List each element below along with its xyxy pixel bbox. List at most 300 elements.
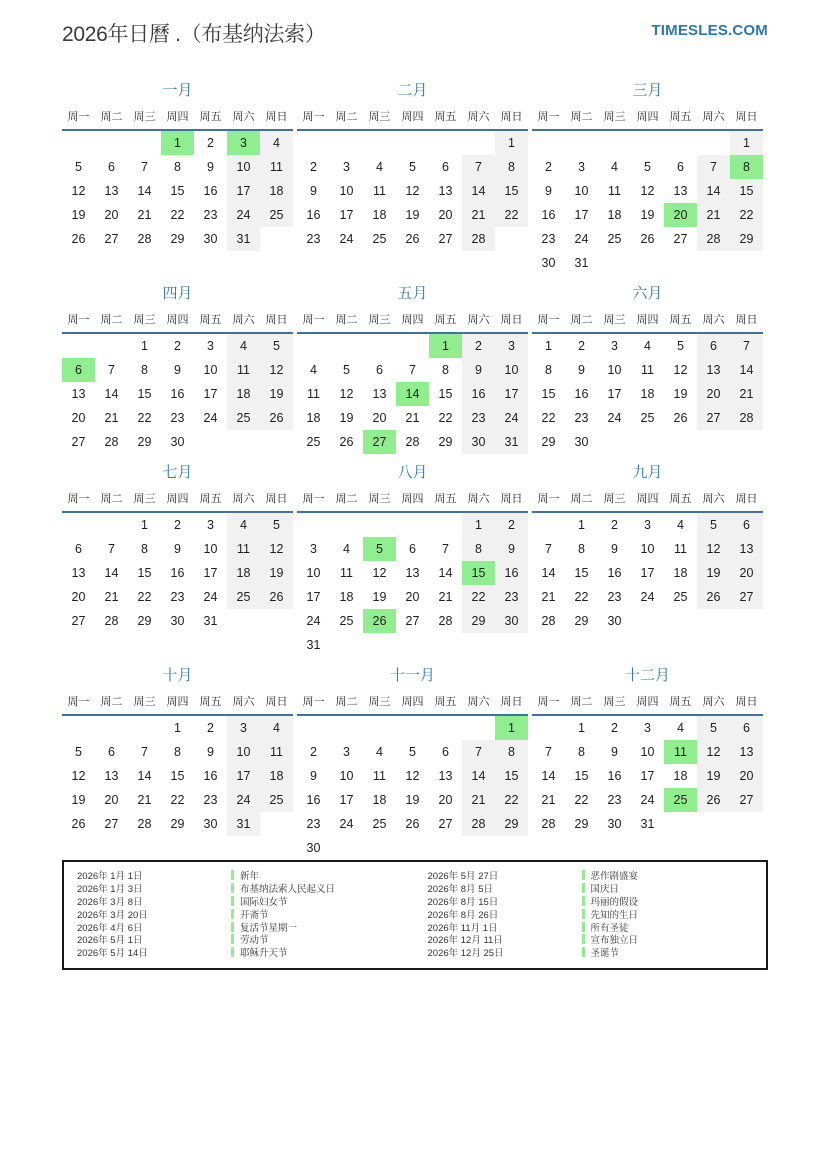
legend-date: 2026年 8月 5日 bbox=[427, 884, 493, 896]
day-cell: 5 bbox=[260, 334, 293, 358]
day-cell: 24 bbox=[203, 590, 218, 604]
weekday-label: 周五 bbox=[199, 314, 222, 326]
day-cell: 21 bbox=[438, 590, 453, 604]
day-cell: 31 bbox=[227, 227, 260, 251]
empty-cell bbox=[598, 131, 631, 155]
day-cell: 18 bbox=[640, 387, 655, 401]
day-cell: 29 bbox=[541, 435, 556, 449]
legend-holiday-name: 宣布独立日 bbox=[590, 935, 639, 947]
weekday-label: 周二 bbox=[100, 696, 123, 708]
weekday-label: 周二 bbox=[100, 493, 123, 505]
holiday-legend bbox=[62, 860, 768, 970]
day-cell: 27 bbox=[697, 406, 730, 430]
month-11 bbox=[297, 663, 528, 860]
weekday-header-row bbox=[532, 108, 763, 131]
day-cell: 11 bbox=[373, 184, 386, 198]
weekday-label: 周五 bbox=[669, 111, 692, 123]
empty-cell bbox=[396, 716, 429, 740]
weekday-label: 周四 bbox=[166, 111, 189, 123]
day-cell: 17 bbox=[203, 566, 218, 580]
legend-entry bbox=[428, 907, 755, 920]
day-cell: 28 bbox=[137, 232, 152, 246]
legend-column-1 bbox=[77, 869, 404, 960]
day-cell: 27 bbox=[405, 614, 420, 628]
page-header bbox=[62, 18, 768, 48]
weekday-label: 周三 bbox=[603, 493, 626, 505]
day-cell: 18 bbox=[673, 769, 688, 783]
day-cell: 18 bbox=[306, 411, 321, 425]
day-cell: 26 bbox=[363, 609, 396, 633]
day-cell: 2 bbox=[611, 721, 618, 735]
day-cell: 10 bbox=[574, 184, 589, 198]
weekday-label: 周一 bbox=[537, 696, 560, 708]
empty-cell bbox=[62, 513, 95, 537]
day-cell: 16 bbox=[607, 769, 622, 783]
weekday-label: 周日 bbox=[500, 493, 523, 505]
day-cell: 7 bbox=[108, 363, 115, 377]
weekday-label: 周一 bbox=[537, 314, 560, 326]
day-cell: 3 bbox=[227, 716, 260, 740]
day-cell: 27 bbox=[438, 232, 453, 246]
day-cell: 31 bbox=[227, 812, 260, 836]
day-cell: 18 bbox=[339, 590, 354, 604]
day-cell: 7 bbox=[108, 542, 115, 556]
month-title: 四月 bbox=[162, 285, 193, 302]
day-cell: 6 bbox=[697, 334, 730, 358]
weekday-header-row bbox=[297, 693, 528, 716]
month-5 bbox=[297, 281, 528, 454]
day-cell: 25 bbox=[607, 232, 622, 246]
weekday-header-row bbox=[62, 108, 293, 131]
empty-cell bbox=[330, 513, 363, 537]
day-cell: 22 bbox=[574, 793, 589, 807]
day-cell: 9 bbox=[495, 537, 528, 561]
day-cell: 29 bbox=[574, 817, 589, 831]
day-cell: 6 bbox=[62, 358, 95, 382]
empty-cell bbox=[532, 716, 565, 740]
month-8 bbox=[297, 460, 528, 657]
day-cell: 12 bbox=[673, 363, 688, 377]
day-cell: 21 bbox=[730, 382, 763, 406]
weekday-label: 周四 bbox=[401, 314, 424, 326]
empty-cell bbox=[297, 513, 330, 537]
day-cell: 20 bbox=[104, 208, 119, 222]
weekday-label: 周日 bbox=[735, 696, 758, 708]
weekday-label: 周五 bbox=[669, 314, 692, 326]
weekday-label: 周六 bbox=[232, 696, 255, 708]
day-cell: 15 bbox=[462, 561, 495, 585]
weekday-label: 周二 bbox=[570, 314, 593, 326]
day-cell: 20 bbox=[71, 411, 86, 425]
day-cell: 1 bbox=[545, 339, 552, 353]
legend-entry bbox=[428, 946, 755, 959]
day-cell: 24 bbox=[306, 614, 321, 628]
day-cell: 13 bbox=[104, 769, 119, 783]
day-cell: 3 bbox=[207, 518, 214, 532]
empty-cell bbox=[429, 716, 462, 740]
holiday-marker-bar bbox=[582, 947, 585, 957]
weekday-label: 周六 bbox=[467, 314, 490, 326]
day-cell: 12 bbox=[405, 769, 420, 783]
day-cell: 12 bbox=[71, 769, 86, 783]
legend-holiday-name: 圣诞节 bbox=[590, 948, 620, 960]
weekday-label: 周六 bbox=[467, 111, 490, 123]
weekday-label: 周六 bbox=[467, 493, 490, 505]
empty-cell bbox=[462, 716, 495, 740]
day-cell: 5 bbox=[677, 339, 684, 353]
day-cell: 28 bbox=[541, 817, 556, 831]
day-cell: 22 bbox=[462, 585, 495, 609]
weekday-label: 周一 bbox=[67, 493, 90, 505]
day-cell: 2 bbox=[174, 518, 181, 532]
day-cell: 5 bbox=[644, 160, 651, 174]
days-grid bbox=[532, 716, 763, 836]
day-cell: 1 bbox=[141, 339, 148, 353]
day-cell: 1 bbox=[495, 131, 528, 155]
day-cell: 8 bbox=[730, 155, 763, 179]
day-cell: 29 bbox=[137, 614, 152, 628]
day-cell: 7 bbox=[141, 160, 148, 174]
weekday-label: 周二 bbox=[570, 493, 593, 505]
holiday-marker-bar bbox=[231, 947, 234, 957]
day-cell: 13 bbox=[673, 184, 688, 198]
month-title: 七月 bbox=[162, 464, 193, 481]
day-cell: 1 bbox=[730, 131, 763, 155]
weekday-label: 周二 bbox=[100, 314, 123, 326]
day-cell: 20 bbox=[438, 208, 453, 222]
day-cell: 23 bbox=[495, 585, 528, 609]
day-cell: 14 bbox=[104, 566, 119, 580]
day-cell: 29 bbox=[730, 227, 763, 251]
day-cell: 20 bbox=[730, 764, 763, 788]
weekday-label: 周六 bbox=[232, 493, 255, 505]
days-grid bbox=[297, 716, 528, 860]
day-cell: 11 bbox=[641, 363, 654, 377]
day-cell: 1 bbox=[174, 721, 181, 735]
day-cell: 6 bbox=[376, 363, 383, 377]
day-cell: 14 bbox=[730, 358, 763, 382]
day-cell: 17 bbox=[339, 793, 354, 807]
month-title: 八月 bbox=[397, 464, 428, 481]
day-cell: 4 bbox=[644, 339, 651, 353]
day-cell: 8 bbox=[578, 542, 585, 556]
page-title: 2026年日曆 .（布基纳法索） bbox=[62, 23, 326, 46]
day-cell: 22 bbox=[541, 411, 556, 425]
day-cell: 12 bbox=[697, 740, 730, 764]
day-cell: 3 bbox=[495, 334, 528, 358]
day-cell: 8 bbox=[174, 745, 181, 759]
day-cell: 16 bbox=[495, 561, 528, 585]
empty-cell bbox=[462, 131, 495, 155]
day-cell: 25 bbox=[640, 411, 655, 425]
day-cell: 6 bbox=[730, 716, 763, 740]
day-cell: 12 bbox=[339, 387, 354, 401]
day-cell: 3 bbox=[644, 518, 651, 532]
months-grid bbox=[62, 78, 768, 860]
day-cell: 1 bbox=[429, 334, 462, 358]
days-grid bbox=[532, 513, 763, 633]
weekday-label: 周四 bbox=[636, 111, 659, 123]
weekday-label: 周一 bbox=[302, 314, 325, 326]
site-logo-link[interactable]: TIMESLES.COM bbox=[651, 22, 768, 39]
weekday-label: 周日 bbox=[265, 493, 288, 505]
day-cell: 7 bbox=[409, 363, 416, 377]
day-cell: 21 bbox=[541, 793, 556, 807]
weekday-label: 周日 bbox=[265, 696, 288, 708]
day-cell: 1 bbox=[462, 513, 495, 537]
day-cell: 23 bbox=[203, 793, 218, 807]
legend-holiday-name: 劳动节 bbox=[240, 935, 269, 947]
day-cell: 12 bbox=[697, 537, 730, 561]
legend-date: 2026年 5月 27日 bbox=[427, 871, 499, 883]
day-cell: 10 bbox=[203, 363, 218, 377]
day-cell: 4 bbox=[227, 513, 260, 537]
day-cell: 4 bbox=[260, 131, 293, 155]
day-cell: 13 bbox=[71, 566, 86, 580]
month-4 bbox=[62, 281, 293, 454]
day-cell: 19 bbox=[697, 764, 730, 788]
weekday-label: 周三 bbox=[133, 493, 156, 505]
empty-cell bbox=[95, 513, 128, 537]
weekday-label: 周四 bbox=[166, 493, 189, 505]
holiday-marker-bar bbox=[582, 883, 585, 893]
day-cell: 22 bbox=[137, 411, 152, 425]
empty-cell bbox=[363, 131, 396, 155]
empty-cell bbox=[330, 131, 363, 155]
day-cell: 15 bbox=[438, 387, 453, 401]
day-cell: 23 bbox=[306, 232, 321, 246]
empty-cell bbox=[128, 716, 161, 740]
empty-cell bbox=[396, 513, 429, 537]
month-10 bbox=[62, 663, 293, 836]
day-cell: 23 bbox=[170, 411, 185, 425]
day-cell: 26 bbox=[697, 788, 730, 812]
legend-date: 2026年 8月 26日 bbox=[427, 909, 499, 921]
day-cell: 25 bbox=[664, 788, 697, 812]
day-cell: 1 bbox=[161, 131, 194, 155]
day-cell: 15 bbox=[730, 179, 763, 203]
day-cell: 18 bbox=[227, 382, 260, 406]
weekday-label: 周五 bbox=[669, 696, 692, 708]
day-cell: 21 bbox=[697, 203, 730, 227]
day-cell: 17 bbox=[495, 382, 528, 406]
day-cell: 5 bbox=[75, 745, 82, 759]
day-cell: 11 bbox=[227, 537, 260, 561]
day-cell: 9 bbox=[207, 745, 214, 759]
empty-cell bbox=[363, 334, 396, 358]
day-cell: 6 bbox=[75, 542, 82, 556]
day-cell: 21 bbox=[137, 208, 152, 222]
day-cell: 16 bbox=[203, 769, 218, 783]
day-cell: 6 bbox=[409, 542, 416, 556]
day-cell: 30 bbox=[306, 841, 321, 855]
day-cell: 23 bbox=[306, 817, 321, 831]
day-cell: 24 bbox=[495, 406, 528, 430]
day-cell: 15 bbox=[137, 566, 152, 580]
days-grid bbox=[297, 334, 528, 454]
day-cell: 30 bbox=[170, 435, 185, 449]
day-cell: 11 bbox=[340, 566, 353, 580]
day-cell: 22 bbox=[574, 590, 589, 604]
day-cell: 28 bbox=[104, 435, 119, 449]
days-grid bbox=[297, 131, 528, 251]
day-cell: 17 bbox=[227, 764, 260, 788]
day-cell: 28 bbox=[541, 614, 556, 628]
empty-cell bbox=[396, 131, 429, 155]
day-cell: 8 bbox=[462, 537, 495, 561]
weekday-label: 周日 bbox=[500, 696, 523, 708]
day-cell: 29 bbox=[438, 435, 453, 449]
day-cell: 8 bbox=[141, 363, 148, 377]
day-cell: 5 bbox=[409, 160, 416, 174]
day-cell: 14 bbox=[697, 179, 730, 203]
legend-entry bbox=[77, 907, 404, 920]
day-cell: 22 bbox=[438, 411, 453, 425]
empty-cell bbox=[62, 334, 95, 358]
empty-cell bbox=[128, 131, 161, 155]
legend-entry bbox=[77, 920, 404, 933]
day-cell: 29 bbox=[170, 232, 185, 246]
day-cell: 22 bbox=[495, 788, 528, 812]
day-cell: 13 bbox=[372, 387, 387, 401]
empty-cell bbox=[664, 131, 697, 155]
weekday-label: 周四 bbox=[636, 696, 659, 708]
legend-entry bbox=[77, 946, 404, 959]
day-cell: 23 bbox=[607, 793, 622, 807]
day-cell: 13 bbox=[438, 769, 453, 783]
day-cell: 25 bbox=[260, 788, 293, 812]
empty-cell bbox=[396, 334, 429, 358]
weekday-label: 周五 bbox=[434, 696, 457, 708]
day-cell: 26 bbox=[260, 585, 293, 609]
day-cell: 12 bbox=[260, 358, 293, 382]
day-cell: 11 bbox=[373, 769, 386, 783]
legend-entry bbox=[77, 933, 404, 946]
holiday-marker-bar bbox=[231, 883, 234, 893]
day-cell: 14 bbox=[541, 566, 556, 580]
day-cell: 9 bbox=[578, 363, 585, 377]
weekday-label: 周三 bbox=[603, 111, 626, 123]
day-cell: 6 bbox=[730, 513, 763, 537]
day-cell: 26 bbox=[71, 817, 86, 831]
holiday-marker-bar bbox=[582, 934, 585, 944]
month-title: 五月 bbox=[397, 285, 428, 302]
weekday-label: 周日 bbox=[735, 314, 758, 326]
day-cell: 8 bbox=[495, 155, 528, 179]
day-cell: 21 bbox=[541, 590, 556, 604]
day-cell: 1 bbox=[578, 721, 585, 735]
day-cell: 11 bbox=[307, 387, 320, 401]
legend-column-2 bbox=[428, 869, 755, 960]
weekday-label: 周一 bbox=[302, 493, 325, 505]
day-cell: 19 bbox=[260, 382, 293, 406]
day-cell: 21 bbox=[405, 411, 420, 425]
day-cell: 5 bbox=[697, 513, 730, 537]
day-cell: 7 bbox=[442, 542, 449, 556]
day-cell: 17 bbox=[640, 769, 655, 783]
day-cell: 7 bbox=[545, 745, 552, 759]
day-cell: 29 bbox=[137, 435, 152, 449]
month-12 bbox=[532, 663, 763, 836]
day-cell: 4 bbox=[343, 542, 350, 556]
day-cell: 24 bbox=[640, 590, 655, 604]
weekday-label: 周日 bbox=[735, 111, 758, 123]
legend-entry bbox=[428, 882, 755, 895]
day-cell: 8 bbox=[578, 745, 585, 759]
days-grid bbox=[62, 131, 293, 251]
day-cell: 20 bbox=[405, 590, 420, 604]
day-cell: 22 bbox=[137, 590, 152, 604]
day-cell: 19 bbox=[71, 793, 86, 807]
day-cell: 7 bbox=[462, 740, 495, 764]
day-cell: 5 bbox=[363, 537, 396, 561]
weekday-label: 周日 bbox=[265, 314, 288, 326]
day-cell: 7 bbox=[462, 155, 495, 179]
legend-date: 2026年 1月 1日 bbox=[77, 871, 143, 883]
day-cell: 24 bbox=[203, 411, 218, 425]
weekday-label: 周三 bbox=[133, 696, 156, 708]
weekday-label: 周日 bbox=[500, 111, 523, 123]
day-cell: 31 bbox=[640, 817, 655, 831]
days-grid bbox=[62, 513, 293, 633]
day-cell: 23 bbox=[607, 590, 622, 604]
legend-holiday-name: 国庆日 bbox=[590, 884, 620, 896]
day-cell: 30 bbox=[541, 256, 556, 270]
day-cell: 16 bbox=[607, 566, 622, 580]
weekday-label: 周四 bbox=[401, 111, 424, 123]
weekday-header-row bbox=[62, 311, 293, 334]
weekday-label: 周四 bbox=[166, 314, 189, 326]
day-cell: 25 bbox=[227, 406, 260, 430]
day-cell: 30 bbox=[574, 435, 589, 449]
month-title: 十月 bbox=[162, 667, 193, 684]
day-cell: 17 bbox=[640, 566, 655, 580]
month-title: 二月 bbox=[397, 82, 428, 99]
day-cell: 15 bbox=[137, 387, 152, 401]
day-cell: 18 bbox=[607, 208, 622, 222]
weekday-label: 周一 bbox=[67, 696, 90, 708]
day-cell: 12 bbox=[372, 566, 387, 580]
month-2 bbox=[297, 78, 528, 251]
day-cell: 19 bbox=[71, 208, 86, 222]
weekday-label: 周四 bbox=[636, 314, 659, 326]
empty-cell bbox=[297, 716, 330, 740]
day-cell: 9 bbox=[207, 160, 214, 174]
legend-date: 2026年 8月 15日 bbox=[427, 897, 499, 908]
legend-holiday-name: 复活节星期一 bbox=[240, 922, 298, 934]
day-cell: 26 bbox=[405, 817, 420, 831]
day-cell: 2 bbox=[310, 745, 317, 759]
day-cell: 15 bbox=[574, 769, 589, 783]
day-cell: 20 bbox=[697, 382, 730, 406]
day-cell: 9 bbox=[310, 769, 317, 783]
day-cell: 18 bbox=[372, 793, 387, 807]
day-cell: 9 bbox=[174, 363, 181, 377]
empty-cell bbox=[62, 716, 95, 740]
day-cell: 11 bbox=[608, 184, 621, 198]
day-cell: 13 bbox=[405, 566, 420, 580]
empty-cell bbox=[95, 716, 128, 740]
weekday-header-row bbox=[532, 311, 763, 334]
day-cell: 2 bbox=[174, 339, 181, 353]
legend-holiday-name: 耶稣升天节 bbox=[240, 948, 288, 960]
day-cell: 23 bbox=[170, 590, 185, 604]
empty-cell bbox=[532, 513, 565, 537]
holiday-marker-bar bbox=[231, 896, 234, 906]
legend-holiday-name: 开斋节 bbox=[240, 909, 269, 921]
empty-cell bbox=[330, 716, 363, 740]
day-cell: 15 bbox=[170, 769, 185, 783]
